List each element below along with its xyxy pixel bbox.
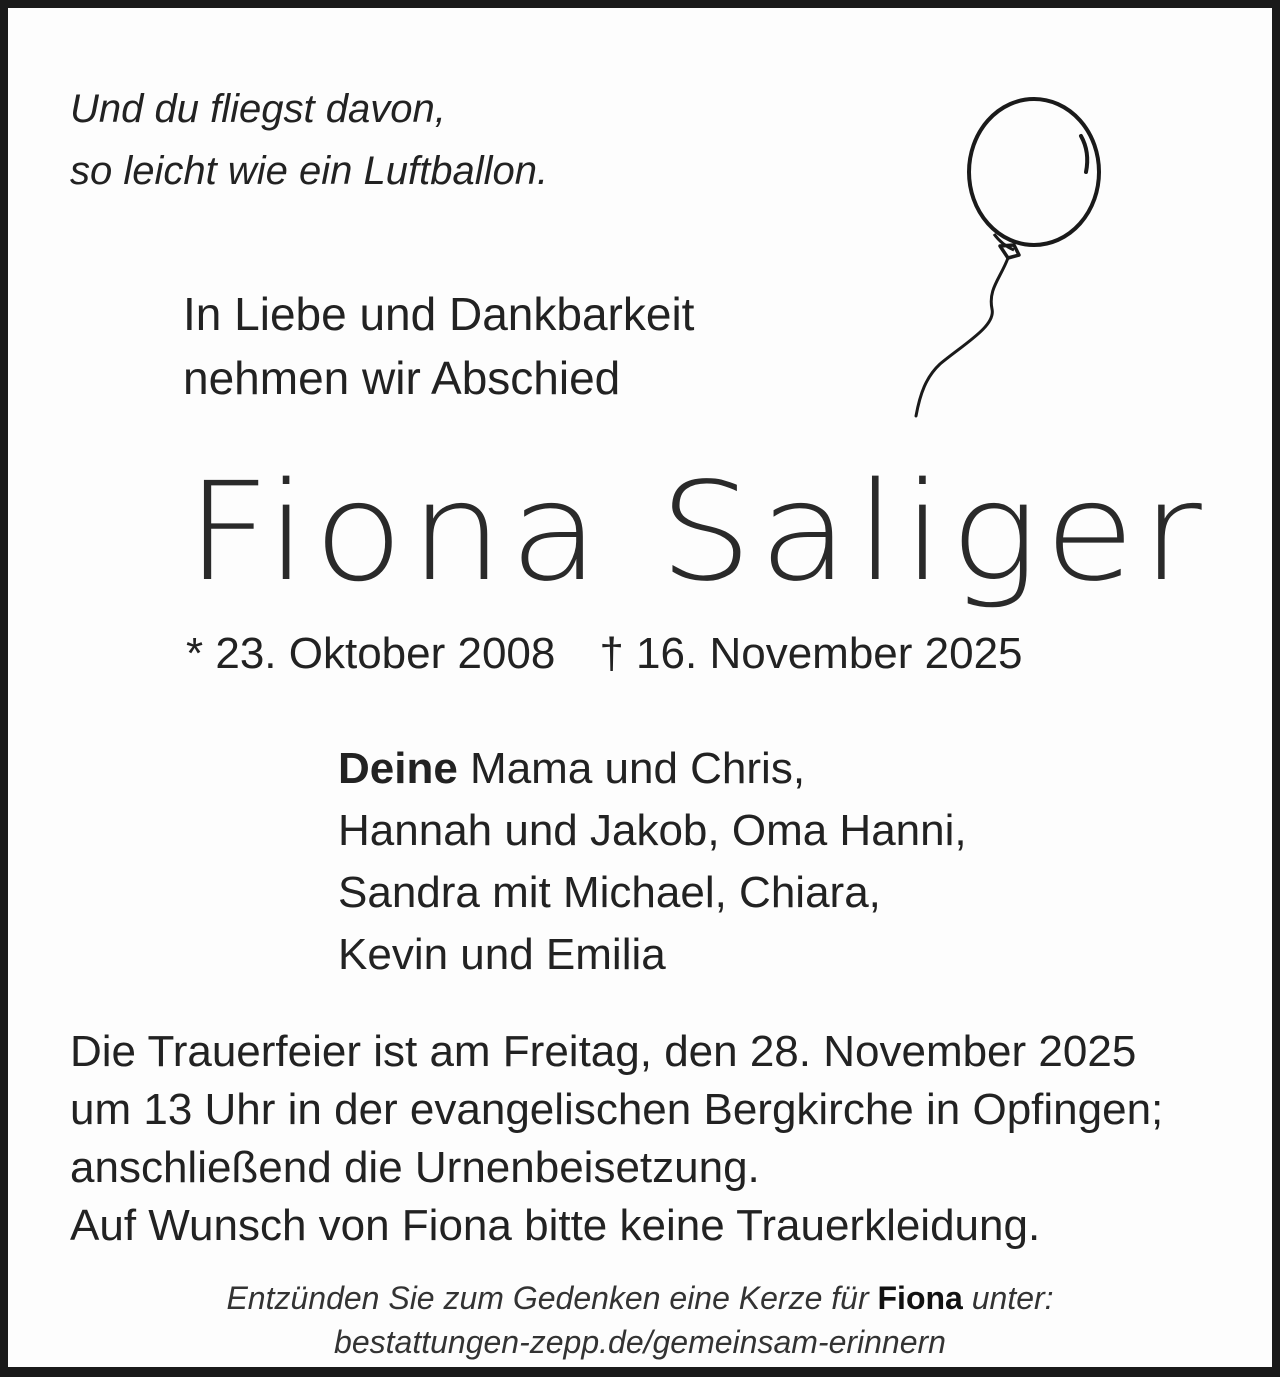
farewell-line-1: In Liebe und Dankbarkeit xyxy=(183,288,695,340)
mourners-list xyxy=(338,738,967,986)
service-line-4: Auf Wunsch von Fiona bitte keine Trauerkleidung. xyxy=(70,1201,1041,1250)
farewell-text xyxy=(183,282,694,410)
footer-line-1 xyxy=(8,1276,1272,1320)
footer-text-after: unter: xyxy=(962,1280,1054,1316)
mourners-line-4: Kevin und Emilia xyxy=(338,930,666,979)
service-line-1: Die Trauerfeier ist am Freitag, den 28. November 2025 xyxy=(70,1027,1137,1076)
mourners-line-3: Sandra mit Michael, Chiara, xyxy=(338,868,881,917)
opening-quote xyxy=(70,78,548,202)
service-line-3: anschließend die Urnenbeisetzung. xyxy=(70,1143,760,1192)
mourners-prefix: Deine xyxy=(338,744,458,793)
farewell-line-2: nehmen wir Abschied xyxy=(183,352,621,404)
quote-line-2: so leicht wie ein Luftballon. xyxy=(70,149,549,193)
footer-name: Fiona xyxy=(877,1280,963,1316)
deceased-name: Fiona Saliger xyxy=(186,454,1209,612)
birth-date: * 23. Oktober 2008 xyxy=(186,629,556,678)
quote-line-1: Und du fliegst davon, xyxy=(70,87,446,131)
balloon-icon xyxy=(904,94,1114,424)
footer-text-before: Entzünden Sie zum Gedenken eine Kerze für xyxy=(226,1280,878,1316)
mourners-line-2: Hannah und Jakob, Oma Hanni, xyxy=(338,806,967,855)
life-dates xyxy=(186,622,1023,686)
service-line-2: um 13 Uhr in der evangelischen Bergkirche in Opfingen; xyxy=(70,1085,1164,1134)
memorial-footer xyxy=(8,1276,1272,1364)
death-date: † 16. November 2025 xyxy=(599,629,1023,678)
mourners-line-1 xyxy=(338,738,967,800)
memorial-url-link[interactable]: bestattungen-zepp.de/gemeinsam-erinnern xyxy=(334,1324,946,1360)
service-info xyxy=(70,1023,1163,1255)
mourners-line-1-rest: Mama und Chris, xyxy=(457,744,806,793)
